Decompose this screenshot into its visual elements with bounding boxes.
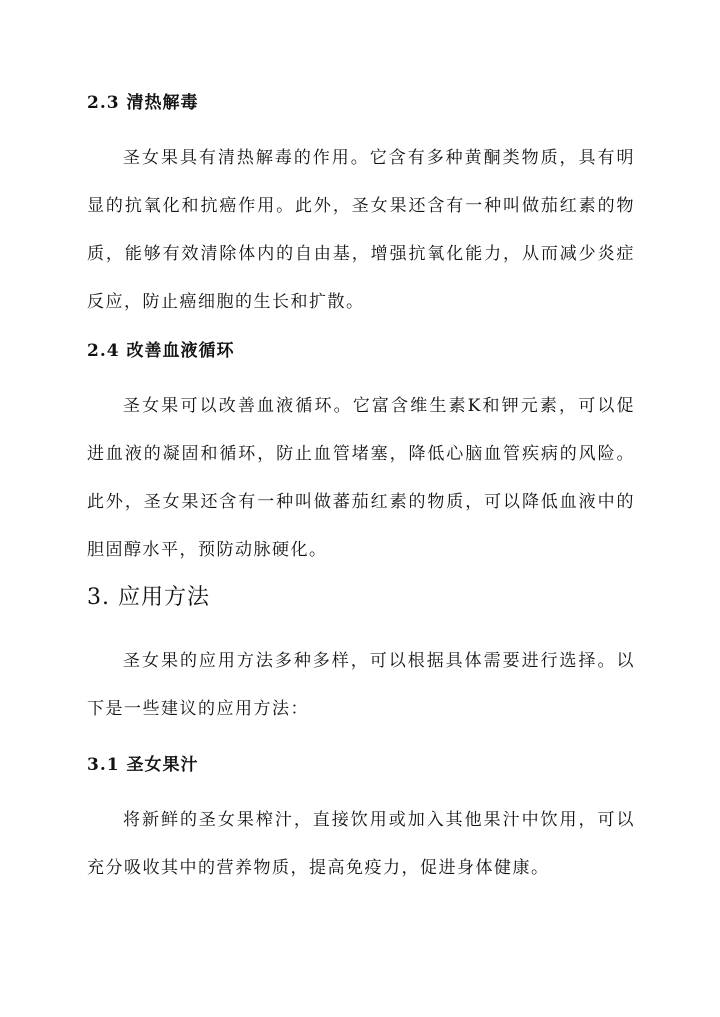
section-heading-3-1: 3.1 圣女果汁 (87, 755, 199, 775)
section-paragraph-3: 圣女果的应用方法多种多样，可以根据具体需要进行选择。以下是一些建议的应用方法： (87, 651, 635, 719)
section-paragraph-2-4: 圣女果可以改善血液循环。它富含维生素K和钾元素，可以促进血液的凝固和循环，防止血管堵塞，降低心脑血管疾病的风险。此外，圣女果还含有一种叫做蕃茄红素的物质，可以降低血液中的胆固醇水平，预防动脉硬化。 (87, 396, 635, 560)
section-paragraph-2-3: 圣女果具有清热解毒的作用。它含有多种黄酮类物质，具有明显的抗氧化和抗癌作用。此外，圣女果还含有一种叫做茄红素的物质，能够有效清除体内的自由基，增强抗氧化能力，从而减少炎症反应，防止癌细胞的生长和扩散。 (87, 148, 635, 312)
section-heading-3: 3. 应用方法 (87, 585, 210, 610)
section-heading-2-4: 2.4 改善血液循环 (87, 341, 235, 361)
section-heading-2-3: 2.3 清热解毒 (87, 93, 199, 113)
section-paragraph-3-1: 将新鲜的圣女果榨汁，直接饮用或加入其他果汁中饮用，可以充分吸收其中的营养物质，提高免疫力，促进身体健康。 (87, 810, 635, 878)
